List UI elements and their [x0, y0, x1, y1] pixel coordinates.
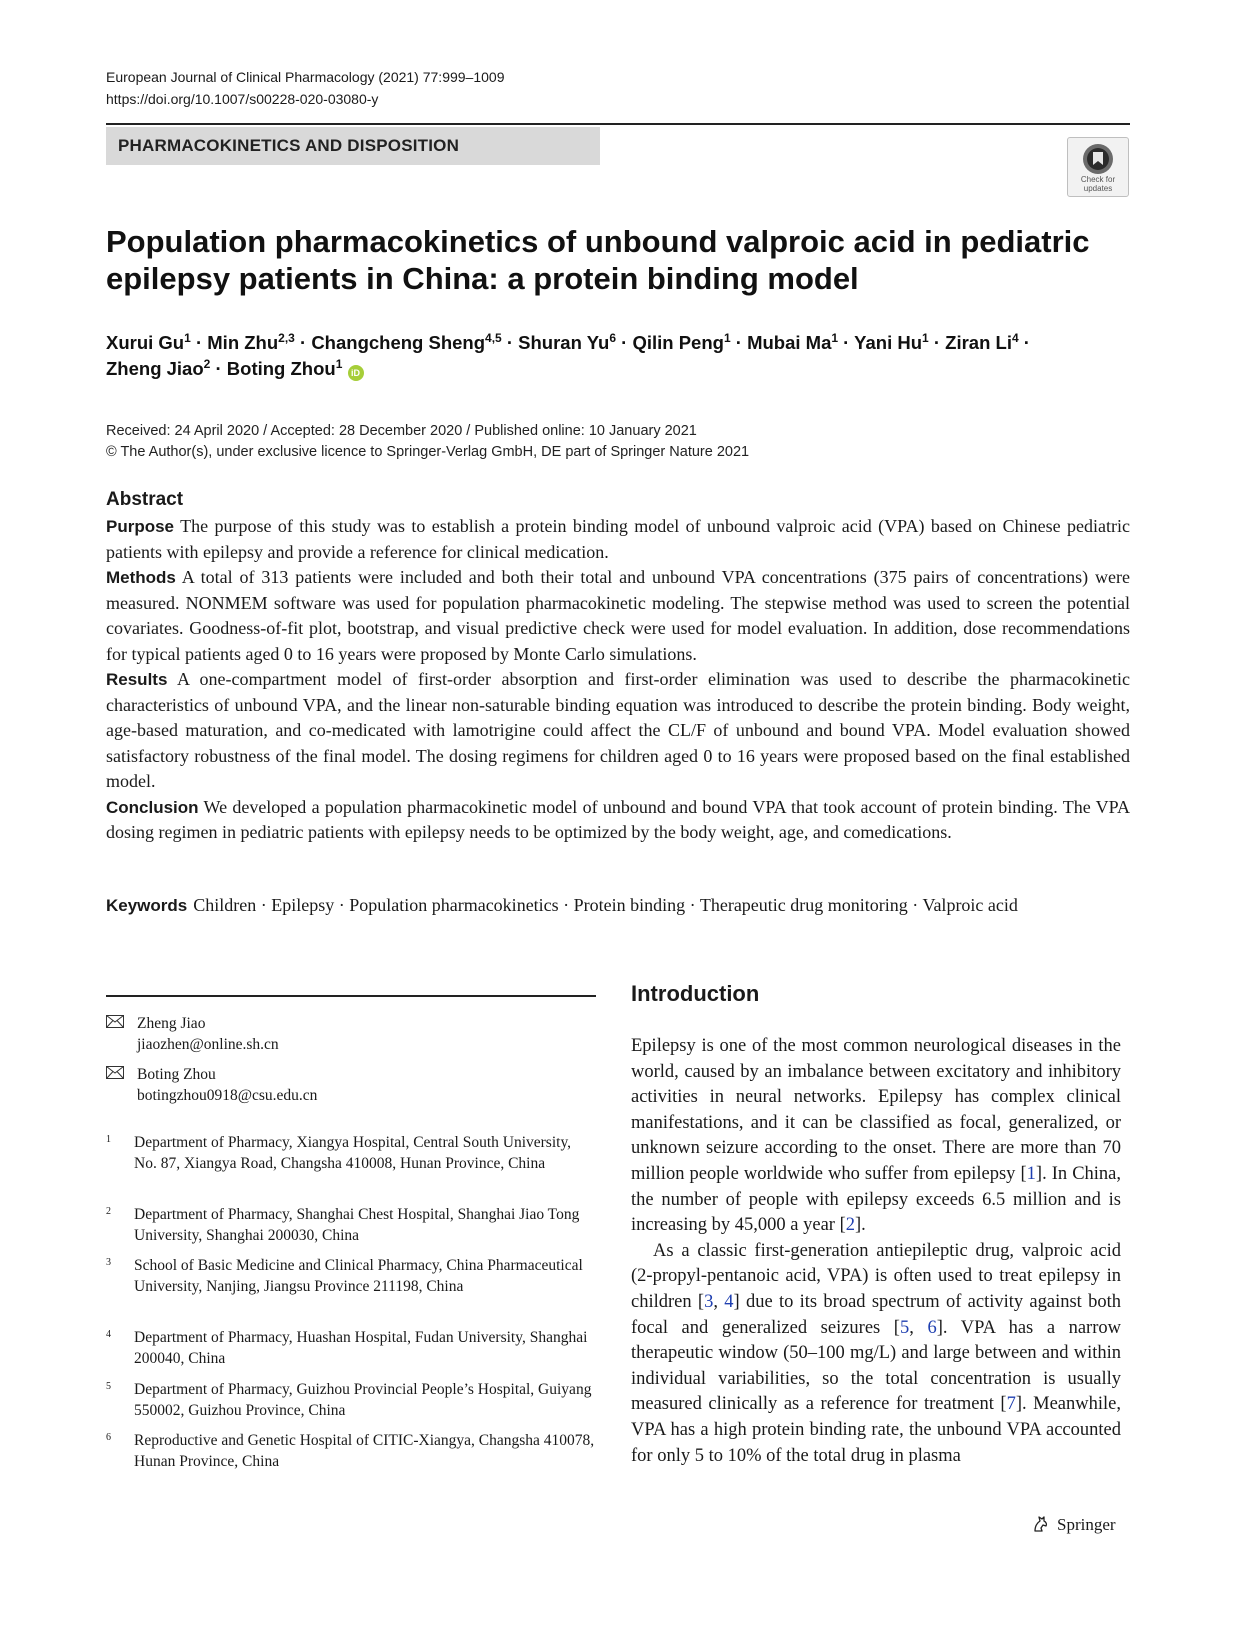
introduction-heading: Introduction: [631, 981, 760, 1006]
section-label: PHARMACOKINETICS AND DISPOSITION: [118, 136, 460, 155]
article-title: Population pharmacokinetics of unbound valproic acid in pediatric epilepsy patients in China: a protein binding model: [106, 224, 1090, 296]
affiliation-item: 5 Department of Pharmacy, Guizhou Provincial People’s Hospital, Guiyang 550002, Guizhou Province, China: [106, 1381, 592, 1419]
author[interactable]: Ziran Li$^4$: [945, 331, 1019, 353]
author[interactable]: Mubai Ma$^1$: [747, 331, 839, 353]
publication-dates: [106, 421, 749, 463]
publisher-name: Springer: [1057, 1515, 1116, 1534]
affiliation-item: 1 Department of Pharmacy, Xiangya Hospital, Central South University, No. 87, Xiangya Road, Changsha 410008, Hunan Province, China: [106, 1134, 572, 1172]
correspondence-item: [106, 1065, 596, 1106]
springer-horse-icon: [1031, 1514, 1051, 1534]
author[interactable]: Yani Hu$^1$: [854, 331, 929, 353]
footnote-rule: [106, 995, 596, 997]
introduction-body: [631, 1034, 1121, 1469]
keywords: [106, 893, 1136, 918]
doi-link[interactable]: https://doi.org/10.1007/s00228-020-03080-y: [106, 91, 379, 107]
check-for-updates-badge[interactable]: [1067, 137, 1129, 197]
intro-paragraph: Epilepsy is one of the most common neurological diseases in the world, caused by an imbalance between excitatory and inhibitory activities in neural networks. Epilepsy has complex clinical manifestations, and it can be classified as focal, generalized, or unknown seizure according to the onset. There are more than 70 million people worldwide who suffer from epilepsy [1]. In China, the number of people with epilepsy exceeds 6.5 million and is increasing by 45,000 a year [2].: [631, 1036, 1122, 1236]
author[interactable]: Boting Zhou$^1$: [226, 357, 343, 379]
correspondence-item: [106, 1014, 596, 1055]
journal-header: [106, 66, 504, 110]
abstract-conclusion: Conclusion We developed a population pharmacokinetic model of unbound and bound VPA that took account of protein binding. The VPA dosing regimen in pediatric patients with epilepsy needs to be optimized by the body weight, age, and comedications.: [106, 796, 1130, 842]
author[interactable]: Xurui Gu$^1$: [106, 331, 191, 353]
affiliation-item: 4 Department of Pharmacy, Huashan Hospital, Fudan University, Shanghai 200040, China: [106, 1329, 588, 1367]
envelope-icon: [106, 1015, 124, 1028]
journal-citation: European Journal of Clinical Pharmacology (2021) 77:999–1009: [106, 69, 505, 85]
keywords-text: Children · Epilepsy · Population pharmacokinetics · Protein binding · Therapeutic drug monitoring · Valproic acid: [193, 895, 1018, 915]
correspondence-email[interactable]: jiaozhen@online.sh.cn: [137, 1035, 279, 1053]
date-line: Received: 24 April 2020 / Accepted: 28 December 2020 / Published online: 10 January 2021: [106, 423, 697, 439]
intro-paragraph: As a classic first-generation antiepileptic drug, valproic acid (2-propyl-pentanoic acid, VPA) is often used to treat epilepsy in children [3, 4] due to its broad spectrum of activity against both focal and generalized seizures [5, 6]. VPA has a narrow therapeutic window (50–100 mg/L) and large between and within individual variabilities, so the total concentration is usually measured clinically as a reference for treatment [7]. Meanwhile, VPA has a high protein binding rate, the unbound VPA accounted for only 5 to 10% of the total drug in plasma: [631, 1240, 1122, 1466]
author[interactable]: Zheng Jiao$^2$: [106, 357, 211, 379]
correspondence-name: Zheng Jiao: [137, 1015, 206, 1032]
correspondence-email[interactable]: botingzhou0918@csu.edu.cn: [137, 1086, 318, 1104]
abstract-results: Results A one-compartment model of first-order absorption and first-order elimination was used to describe the pharmacokinetic characteristics of unbound VPA, and the linear non-saturable binding equation was introduced to describe the protein binding. Body weight, age-based maturation, and co-medicated with lamotrigine could affect the CL/F of unbound and bound VPA. Model evaluation showed satisfactory robustness of the final model. The dosing regimens for children aged 0 to 16 years were proposed based on the final established model.: [106, 669, 1130, 791]
author[interactable]: Min Zhu$^{2,3}$: [207, 331, 295, 353]
citation-link[interactable]: 3: [704, 1291, 714, 1312]
check-updates-label: Check for updates: [1080, 175, 1116, 193]
citation-link[interactable]: 4: [724, 1291, 734, 1312]
author[interactable]: Qilin Peng$^1$: [632, 331, 731, 353]
abstract-heading: Abstract: [106, 489, 184, 510]
abstract-purpose: Purpose The purpose of this study was to establish a protein binding model of unbound valproic acid (VPA) based on Chinese pediatric patients with epilepsy and provide a reference for clinical medication.: [106, 516, 1130, 562]
section-band: [106, 127, 600, 165]
affiliation-item: 6 Reproductive and Genetic Hospital of CITIC-Xiangya, Changsha 410078, Hunan Province, China: [106, 1432, 595, 1470]
citation-link[interactable]: 1: [1026, 1163, 1036, 1184]
keywords-label: Keywords: [106, 896, 188, 915]
abstract: [106, 487, 1130, 846]
correspondence-name: Boting Zhou: [137, 1066, 216, 1083]
author-list: Xurui $Gu^1$ · Min Zhu$^{2,3}$ · Changcheng Sheng$^{4,5}$ · Shuran $Yu^6$ · Qilin Peng$^1$ · Mubai $Ma^1$ · Yani $Hu^1$ · Ziran $Li^4$ · Zheng Jiao$^2$ · Boting Zhou$^1$ iD: [106, 331, 1030, 379]
abstract-methods: Methods A total of 313 patients were included and both their total and unbound VPA concentrations (375 pairs of concentrations) were measured. NONMEM software was used for population pharmacokinetic modeling. The stepwise method was used to screen the potential covariates. Goodness-of-fit plot, bootstrap, and visual predictive check were used for model evaluation. In addition, dose recommendations for typical patients aged 0 to 16 years were proposed by Monte Carlo simulations.: [106, 567, 1130, 664]
check-updates-icon: [1082, 143, 1114, 175]
copyright-line: © The Author(s), under exclusive licence to Springer-Verlag GmbH, DE part of Springer Nature 2021: [106, 444, 750, 460]
citation-link[interactable]: 2: [845, 1215, 855, 1236]
citation-link[interactable]: 5: [899, 1317, 910, 1338]
publisher-logo: [1031, 1514, 1116, 1536]
citation-link[interactable]: 7: [1006, 1394, 1016, 1415]
affiliation-item: 2 Department of Pharmacy, Shanghai Chest Hospital, Shanghai Jiao Tong University, Shanghai 200030, China: [106, 1206, 580, 1244]
envelope-icon: [106, 1066, 124, 1079]
author[interactable]: Shuran Yu$^6$: [518, 331, 616, 353]
header-rule: [106, 123, 1130, 125]
orcid-icon[interactable]: iD: [348, 365, 364, 381]
citation-link[interactable]: 6: [927, 1317, 937, 1338]
affiliation-item: 3 School of Basic Medicine and Clinical Pharmacy, China Pharmaceutical University, Nanjing, Jiangsu Province 211198, China: [106, 1257, 583, 1295]
author[interactable]: Changcheng Sheng$^{4,5}$: [311, 331, 502, 353]
